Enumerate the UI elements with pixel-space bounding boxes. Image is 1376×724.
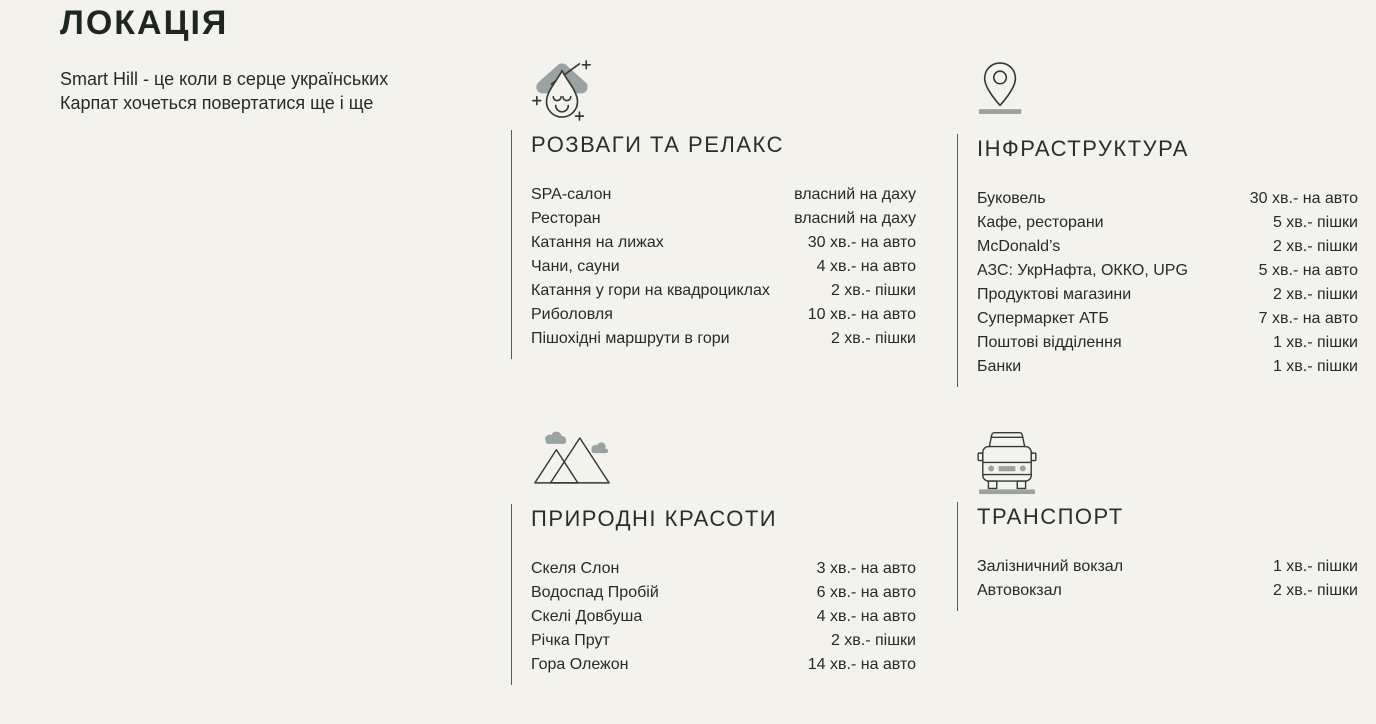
item-label: Супермаркет АТБ [977, 310, 1109, 327]
item-value: 2 хв.- пішки [1272, 286, 1358, 303]
page-title: ЛОКАЦІЯ [60, 4, 229, 42]
item-label: Чани, сауни [531, 258, 620, 275]
list-item [531, 327, 916, 351]
item-value: 2 хв.- пішки [830, 282, 916, 299]
cloud-right [592, 442, 609, 453]
item-value: 4 хв.- на авто [816, 608, 916, 625]
item-label: АЗС: УкрНафта, ОККО, UPG [977, 262, 1188, 279]
item-value: 7 хв.- на авто [1258, 310, 1358, 327]
section-body [957, 502, 1358, 611]
item-value: 1 хв.- пішки [1272, 334, 1358, 351]
item-value: 2 хв.- пішки [830, 632, 916, 649]
item-label: SPA-салон [531, 186, 612, 203]
mountains-icon [531, 430, 613, 487]
list-item [977, 355, 1358, 379]
list-item [977, 579, 1358, 603]
item-label: Банки [977, 358, 1022, 375]
section-items [531, 557, 916, 677]
list-item [977, 259, 1358, 283]
item-value: 2 хв.- пішки [1272, 238, 1358, 255]
item-label: Буковель [977, 190, 1046, 207]
item-label: Залізничний вокзал [977, 558, 1124, 575]
item-label: Ресторан [531, 210, 601, 227]
spa-face-icon [531, 56, 593, 122]
list-item [531, 207, 916, 231]
location-header [60, 4, 388, 115]
map-pin-icon [977, 60, 1025, 118]
section-nature [511, 426, 916, 685]
list-item [531, 255, 916, 279]
section-title: ТРАНСПОРТ [977, 504, 1124, 529]
list-item [977, 555, 1358, 579]
item-value: 4 хв.- на авто [816, 258, 916, 275]
list-item [531, 629, 916, 653]
item-value: 10 хв.- на авто [807, 306, 916, 323]
item-value: 6 хв.- на авто [816, 584, 916, 601]
item-label: Катання у гори на квадроциклах [531, 282, 770, 299]
subtitle-line-2: Карпат хочеться повертатися ще і ще [60, 93, 374, 113]
spa-face-icon [511, 56, 916, 130]
item-value: власний на даху [794, 210, 916, 227]
item-label: Скелі Довбуша [531, 608, 643, 625]
list-item [531, 653, 916, 677]
list-item [531, 231, 916, 255]
item-value: 30 хв.- на авто [807, 234, 916, 251]
list-item [977, 187, 1358, 211]
item-value: 1 хв.- пішки [1272, 358, 1358, 375]
section-relax [511, 56, 916, 359]
list-item [531, 557, 916, 581]
bus-icon [957, 428, 1358, 502]
section-title: РОЗВАГИ ТА РЕЛАКС [531, 132, 784, 157]
list-item [977, 235, 1358, 259]
list-item [977, 331, 1358, 355]
section-body [511, 130, 916, 359]
item-label: Гора Олежон [531, 656, 629, 673]
section-title: ПРИРОДНІ КРАСОТИ [531, 506, 778, 531]
list-item [531, 605, 916, 629]
cloud-left [545, 432, 566, 444]
item-label: Риболовля [531, 306, 613, 323]
list-item [531, 183, 916, 207]
mountains-icon [511, 430, 916, 504]
item-value: 3 хв.- на авто [816, 560, 916, 577]
section-items [977, 555, 1358, 603]
page-subtitle [60, 67, 388, 115]
list-item [531, 581, 916, 605]
item-label: Скеля Слон [531, 560, 620, 577]
item-label: Річка Прут [531, 632, 610, 649]
subtitle-line-1: Smart Hill - це коли в серце українських [60, 69, 389, 89]
item-label: Кафе, ресторани [977, 214, 1104, 231]
item-value: 5 хв.- на авто [1258, 262, 1358, 279]
section-title: ІНФРАСТРУКТУРА [977, 136, 1189, 161]
item-value: 14 хв.- на авто [807, 656, 916, 673]
item-value: 2 хв.- пішки [830, 330, 916, 347]
section-body [957, 134, 1358, 387]
section-transport [957, 426, 1358, 611]
item-value: 1 хв.- пішки [1272, 558, 1358, 575]
list-item [531, 303, 916, 327]
list-item [977, 307, 1358, 331]
map-pin-icon [957, 60, 1358, 134]
item-label: McDonald’s [977, 238, 1061, 255]
item-value: 30 хв.- на авто [1249, 190, 1358, 207]
item-label: Катання на лижах [531, 234, 664, 251]
section-items [531, 183, 916, 351]
item-value: 2 хв.- пішки [1272, 582, 1358, 599]
item-label: Пішохідні маршрути в гори [531, 330, 730, 347]
item-label: Поштові відділення [977, 334, 1122, 351]
item-value: власний на даху [794, 186, 916, 203]
list-item [977, 283, 1358, 307]
item-label: Водоспад Пробій [531, 584, 659, 601]
list-item [531, 279, 916, 303]
item-label: Продуктові магазини [977, 286, 1132, 303]
item-value: 5 хв.- пішки [1272, 214, 1358, 231]
section-infrastructure [957, 56, 1358, 387]
item-label: Автовокзал [977, 582, 1062, 599]
section-body [511, 504, 916, 685]
section-items [977, 187, 1358, 379]
list-item [977, 211, 1358, 235]
bus-icon [977, 428, 1037, 495]
